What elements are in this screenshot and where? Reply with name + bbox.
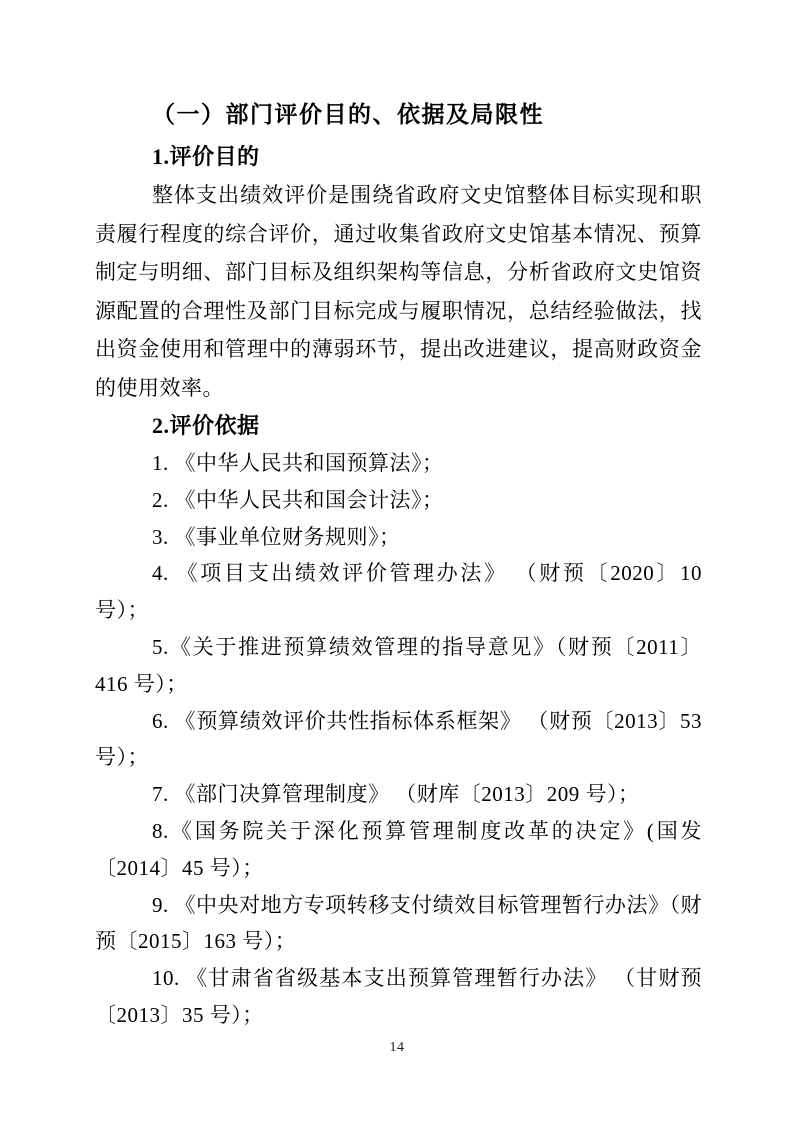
- page-content: [95, 0, 702, 1034]
- page-number: 14: [389, 1040, 405, 1055]
- subsection-heading-purpose: 1.评价目的: [152, 144, 260, 169]
- reference-item-9: 9. 《中央对地方专项转移支付绩效目标管理暂行办法》（财预〔2015〕163 号）；: [95, 892, 702, 954]
- reference-item-10: 10. 《甘肃省省级基本支出预算管理暂行办法》 （甘财预〔2013〕35 号）；: [95, 966, 702, 1027]
- reference-item-2: 2. 《中华人民共和国会计法》；: [152, 487, 444, 512]
- reference-list: [95, 445, 702, 1034]
- purpose-paragraph: 整体支出绩效评价是围绕省政府文史馆整体目标实现和职责履行程度的综合评价，通过收集省政府文史馆基本情况、预算制定与明细、部门目标及组织架构等信息，分析省政府文史馆资源配置的合理性及部门目标完成与履职情况，总结经验做法，找出资金使用和管理中的薄弱环节，提出改进建议，提高财政资金的使用效率。: [95, 183, 702, 400]
- page-footer: [0, 1038, 794, 1056]
- reference-item-4: 4. 《项目支出绩效评价管理办法》 （财预〔2020〕10 号）；: [95, 561, 702, 623]
- reference-item-5: 5.《关于推进预算绩效管理的指导意见》（财预〔2011〕416 号）；: [95, 634, 702, 696]
- subsection-heading-basis: 2.评价依据: [152, 413, 260, 438]
- section-heading: （一）部门评价目的、依据及局限性: [152, 102, 544, 127]
- reference-item-8: 8.《国务院关于深化预算管理制度改革的决定》(国发〔2014〕45 号）；: [95, 818, 702, 880]
- reference-item-1: 1. 《中华人民共和国预算法》；: [152, 451, 444, 475]
- reference-item-7: 7. 《部门决算管理制度》 （财库〔2013〕209 号）；: [152, 782, 640, 807]
- reference-item-3: 3. 《事业单位财务规则》；: [152, 524, 401, 549]
- reference-item-6: 6. 《预算绩效评价共性指标体系框架》 （财预〔2013〕53 号）；: [95, 708, 702, 770]
